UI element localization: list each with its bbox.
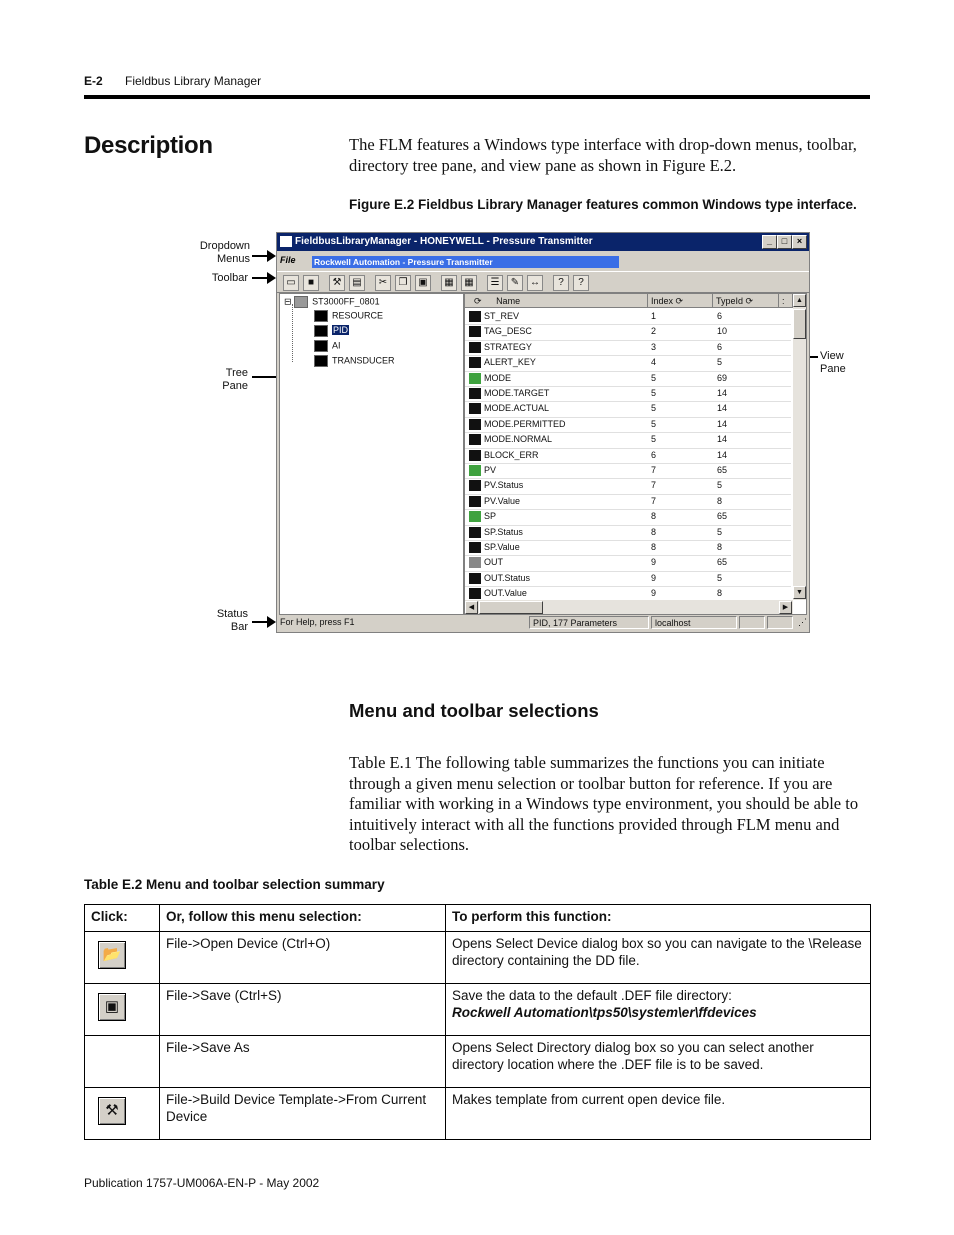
cell-type: 14 bbox=[717, 418, 728, 429]
cell-index: 2 bbox=[651, 326, 657, 337]
vertical-scrollbar[interactable] bbox=[793, 294, 806, 600]
function-cell: Makes template from current open device file. bbox=[446, 1088, 871, 1140]
cell-index: 5 bbox=[651, 372, 657, 383]
device-icon bbox=[294, 296, 308, 308]
running-header: Fieldbus Library Manager bbox=[125, 74, 262, 88]
menu-file[interactable]: File bbox=[280, 255, 296, 265]
tree-root[interactable]: ⊟ ST3000FF_0801 bbox=[284, 296, 380, 307]
cell-type: 5 bbox=[717, 572, 723, 583]
cell-index: 5 bbox=[651, 388, 657, 398]
cell-index: 3 bbox=[651, 341, 657, 352]
callout-tree: Tree Pane bbox=[222, 367, 248, 392]
cell-index: 5 bbox=[651, 418, 657, 429]
menu-cell: File->Open Device (Ctrl+O) bbox=[160, 932, 446, 984]
scroll-down-icon[interactable]: ▼ bbox=[793, 586, 806, 599]
parameter-icon bbox=[469, 326, 481, 337]
callout-dropdown: Dropdown Menus bbox=[199, 240, 250, 265]
cell-name: MODE.ACTUAL bbox=[484, 403, 550, 414]
table-row[interactable] bbox=[465, 371, 791, 387]
status-panel bbox=[739, 616, 765, 629]
open-folder-icon: 📂 bbox=[98, 941, 126, 969]
scroll-thumb[interactable] bbox=[793, 309, 806, 339]
cell-type: 5 bbox=[717, 526, 723, 537]
cell-index: 7 bbox=[651, 495, 657, 506]
parameter-icon bbox=[469, 480, 481, 491]
table-row bbox=[85, 984, 871, 1036]
cell-type: 5 bbox=[717, 357, 723, 368]
table-row[interactable] bbox=[465, 355, 791, 371]
icon-cell bbox=[85, 932, 160, 984]
help-icon[interactable]: ? bbox=[573, 275, 589, 291]
horizontal-scrollbar[interactable] bbox=[465, 600, 793, 614]
callout-toolbar: Toolbar bbox=[211, 272, 248, 284]
cell-index: 4 bbox=[651, 357, 657, 368]
table-row[interactable] bbox=[465, 525, 791, 541]
cell-name: ST_REV bbox=[484, 311, 520, 321]
header-menu: Or, follow this menu selection: bbox=[160, 905, 446, 932]
directory-path: Rockwell Automation\tps50\system\er\ffdevices bbox=[452, 1005, 757, 1020]
cell-name: STRATEGY bbox=[484, 341, 532, 352]
icon-cell bbox=[85, 1036, 160, 1088]
status-help: For Help, press F1 bbox=[280, 617, 355, 627]
cell-type: 14 bbox=[717, 434, 728, 445]
table-row[interactable] bbox=[465, 478, 791, 494]
table-row[interactable] bbox=[465, 386, 791, 402]
summary-table bbox=[84, 904, 871, 1140]
help-pointer-icon[interactable]: ? bbox=[553, 275, 569, 291]
cell-type: 65 bbox=[717, 557, 728, 568]
hammer-icon[interactable]: ⚒ bbox=[329, 275, 345, 291]
paste-icon[interactable]: ▣ bbox=[415, 275, 431, 291]
cell-name: SP bbox=[484, 511, 497, 522]
arrow-toolbar bbox=[252, 277, 274, 279]
sort-icon: ⟳ bbox=[474, 296, 482, 306]
tree-pane bbox=[279, 293, 464, 615]
parameter-icon bbox=[469, 465, 481, 476]
collapse-icon[interactable]: ⊟ bbox=[284, 296, 292, 307]
table-row[interactable] bbox=[465, 448, 791, 464]
parameter-icon bbox=[469, 342, 481, 353]
tree-item[interactable]: AI bbox=[314, 340, 341, 352]
section-title: Description bbox=[84, 132, 213, 159]
cell-name: MODE.PERMITTED bbox=[484, 418, 566, 429]
parameter-icon bbox=[469, 557, 481, 568]
menu-cell: File->Save As bbox=[160, 1036, 446, 1088]
cell-name: OUT.Status bbox=[484, 572, 531, 583]
cell-type: 6 bbox=[717, 311, 723, 321]
cell-index: 6 bbox=[651, 449, 657, 460]
parameter-icon bbox=[469, 450, 481, 461]
parameter-icon bbox=[469, 434, 481, 445]
table-header-row bbox=[85, 905, 871, 932]
cell-type: 14 bbox=[717, 449, 728, 460]
menu-bar bbox=[277, 253, 809, 269]
scroll-up-icon[interactable]: ▲ bbox=[793, 294, 806, 307]
cell-name: SP.Value bbox=[484, 542, 520, 552]
save-disk-icon: ▣ bbox=[98, 993, 126, 1021]
save-disk-icon[interactable]: ■ bbox=[303, 275, 319, 291]
cell-type: 8 bbox=[717, 588, 723, 599]
tree-item[interactable]: RESOURCE bbox=[314, 310, 383, 322]
parameter-icon bbox=[469, 573, 481, 584]
cut-icon[interactable]: ✂ bbox=[375, 275, 391, 291]
column-header-index[interactable]: Index ⟳ bbox=[648, 294, 713, 308]
table-caption: Table E.2 Menu and toolbar selection summary bbox=[84, 877, 385, 892]
cell-name: PV.Status bbox=[484, 480, 524, 491]
parameter-icon bbox=[469, 588, 481, 599]
expand-icon[interactable]: ↔ bbox=[527, 275, 543, 291]
parameter-icon bbox=[469, 419, 481, 430]
status-panel bbox=[767, 616, 793, 629]
cell-name: MODE.TARGET bbox=[484, 388, 550, 398]
scroll-right-icon[interactable]: ▶ bbox=[779, 601, 792, 614]
column-header-name[interactable]: ⟳ Name bbox=[465, 294, 648, 308]
cell-type: 69 bbox=[717, 372, 728, 383]
column-header-typeid[interactable]: TypeId ⟳ bbox=[713, 294, 779, 308]
table-row[interactable] bbox=[465, 401, 791, 417]
scroll-left-icon[interactable]: ◀ bbox=[465, 601, 478, 614]
cell-index: 7 bbox=[651, 480, 657, 491]
resize-grip-icon[interactable]: ⋰ bbox=[798, 617, 807, 627]
cell-type: 65 bbox=[717, 511, 728, 522]
hammer-icon: ⚒ bbox=[98, 1097, 126, 1125]
window-title: FieldbusLibraryManager - HONEYWELL - Pressure Transmitter bbox=[295, 236, 593, 247]
table-row[interactable] bbox=[465, 417, 791, 433]
cell-name: OUT bbox=[484, 557, 503, 568]
cell-name: MODE bbox=[484, 372, 511, 383]
tree-item[interactable]: TRANSDUCER bbox=[314, 355, 395, 367]
open-folder-icon[interactable]: ▭ bbox=[283, 275, 299, 291]
block-icon bbox=[314, 310, 328, 322]
cell-name: BLOCK_ERR bbox=[484, 449, 539, 460]
cell-type: 6 bbox=[717, 341, 723, 352]
app-icon bbox=[280, 236, 292, 247]
cell-name: PV.Value bbox=[484, 495, 521, 506]
cell-index: 9 bbox=[651, 588, 657, 599]
parameter-icon bbox=[469, 527, 481, 538]
column-header-extra[interactable]: : bbox=[779, 294, 793, 308]
cell-index: 9 bbox=[651, 557, 657, 568]
cell-type: 14 bbox=[717, 403, 728, 414]
table-row[interactable] bbox=[465, 555, 791, 571]
cell-index: 8 bbox=[651, 526, 657, 537]
publication-footer: Publication 1757-UM006A-EN-P - May 2002 bbox=[84, 1176, 320, 1190]
cell-type: 5 bbox=[717, 480, 723, 491]
table-row[interactable] bbox=[465, 309, 791, 325]
arrow-dropdown bbox=[252, 255, 274, 257]
cell-index: 5 bbox=[651, 434, 657, 445]
cell-index: 9 bbox=[651, 572, 657, 583]
cell-type: 8 bbox=[717, 542, 723, 552]
intro-paragraph: The FLM features a Windows type interface with drop-down menus, toolbar, directory tree pane, and view pane as shown in Figure E.2. bbox=[349, 135, 857, 175]
cell-name: SP.Status bbox=[484, 526, 523, 537]
list-icon[interactable]: ☰ bbox=[487, 275, 503, 291]
tree-connector bbox=[292, 304, 293, 362]
function-cell: Opens Select Device dialog box so you can navigate to the \Release directory containing the DD file. bbox=[446, 932, 871, 984]
table-row[interactable] bbox=[465, 571, 791, 587]
callout-view: View Pane bbox=[820, 350, 846, 375]
close-icon[interactable]: × bbox=[792, 235, 807, 249]
table-row bbox=[85, 1088, 871, 1140]
cell-type: 65 bbox=[717, 465, 728, 475]
parameter-icon bbox=[469, 373, 481, 384]
table-row[interactable] bbox=[465, 324, 791, 340]
table-row bbox=[85, 1036, 871, 1088]
table-row[interactable] bbox=[465, 463, 791, 479]
edit-icon[interactable]: ✎ bbox=[507, 275, 523, 291]
copy-icon[interactable]: ❐ bbox=[395, 275, 411, 291]
parameter-icon bbox=[469, 311, 481, 322]
status-host: localhost bbox=[651, 616, 737, 629]
parameter-icon bbox=[469, 403, 481, 414]
parameter-icon bbox=[469, 496, 481, 507]
icon-cell bbox=[85, 984, 160, 1036]
window-titlebar bbox=[277, 233, 809, 251]
cell-index: 7 bbox=[651, 465, 657, 475]
table-row[interactable] bbox=[465, 540, 791, 556]
parameter-icon bbox=[469, 388, 481, 399]
table-row[interactable] bbox=[465, 432, 791, 448]
table-row bbox=[85, 932, 871, 984]
body-paragraph: Table E.1 The following table summarizes the functions you can initiate through a given menu selection or toolbar button for reference. If you are familiar with working in a Windows type environment, you should be able to intuitively interact with all the functions provided through FLM menu and toolbar selections. bbox=[349, 753, 859, 854]
cell-name: ALERT_KEY bbox=[484, 357, 536, 368]
cell-index: 8 bbox=[651, 511, 657, 522]
header-function: To perform this function: bbox=[446, 905, 871, 932]
cell-name: OUT.Value bbox=[484, 588, 527, 599]
template-icon[interactable]: ▤ bbox=[349, 275, 365, 291]
cell-index: 1 bbox=[651, 311, 657, 321]
status-info: PID, 177 Parameters bbox=[529, 616, 649, 629]
cell-type: 14 bbox=[717, 388, 728, 398]
hscroll-thumb[interactable] bbox=[479, 601, 543, 614]
table-row[interactable] bbox=[465, 509, 791, 525]
header-rule bbox=[84, 95, 870, 99]
parameter-icon bbox=[469, 357, 481, 368]
view-alt-icon[interactable]: ▦ bbox=[461, 275, 477, 291]
menu-cell: File->Build Device Template->From Current Device bbox=[160, 1088, 446, 1140]
header-click: Click: bbox=[85, 905, 160, 932]
parameter-icon bbox=[469, 511, 481, 522]
view-pane bbox=[464, 293, 807, 615]
table-row[interactable] bbox=[465, 340, 791, 356]
block-icon bbox=[314, 355, 328, 367]
sort-icon: ⟳ bbox=[675, 296, 684, 306]
minimize-icon[interactable]: _ bbox=[762, 235, 777, 249]
cell-type: 8 bbox=[717, 495, 723, 506]
function-cell: Save the data to the default .DEF file directory: Rockwell Automation\tps50\system\er\ffdevices bbox=[446, 984, 871, 1036]
arrow-status bbox=[252, 621, 274, 623]
parameter-icon bbox=[469, 542, 481, 553]
cell-name: PV bbox=[484, 465, 497, 475]
toolbar bbox=[277, 271, 809, 293]
cell-type: 10 bbox=[717, 326, 728, 337]
flm-window-figure bbox=[276, 232, 810, 633]
menu-cell: File->Save (Ctrl+S) bbox=[160, 984, 446, 1036]
cell-index: 5 bbox=[651, 403, 657, 414]
block-icon bbox=[314, 340, 328, 352]
tree-item-selected[interactable]: PID bbox=[314, 325, 349, 337]
cell-name: MODE.NORMAL bbox=[484, 434, 553, 445]
figure-caption: Figure E.2 Fieldbus Library Manager features common Windows type interface. bbox=[349, 197, 857, 212]
callout-status: Status Bar bbox=[216, 608, 248, 633]
maximize-icon[interactable]: □ bbox=[777, 235, 792, 249]
table-row[interactable] bbox=[465, 494, 791, 510]
sort-icon: ⟳ bbox=[745, 296, 754, 306]
menu-dropdown[interactable]: Rockwell Automation - Pressure Transmitter bbox=[312, 256, 619, 268]
icon-cell bbox=[85, 1088, 160, 1140]
cell-index: 8 bbox=[651, 542, 657, 552]
cell-name: TAG_DESC bbox=[484, 326, 532, 337]
view-icon[interactable]: ▦ bbox=[441, 275, 457, 291]
function-cell: Opens Select Directory dialog box so you can select another directory location where the .DEF file is to be saved. bbox=[446, 1036, 871, 1088]
page-number: E-2 bbox=[84, 74, 103, 88]
block-icon bbox=[314, 325, 328, 337]
subsection-title: Menu and toolbar selections bbox=[349, 700, 599, 721]
status-bar bbox=[277, 614, 809, 632]
